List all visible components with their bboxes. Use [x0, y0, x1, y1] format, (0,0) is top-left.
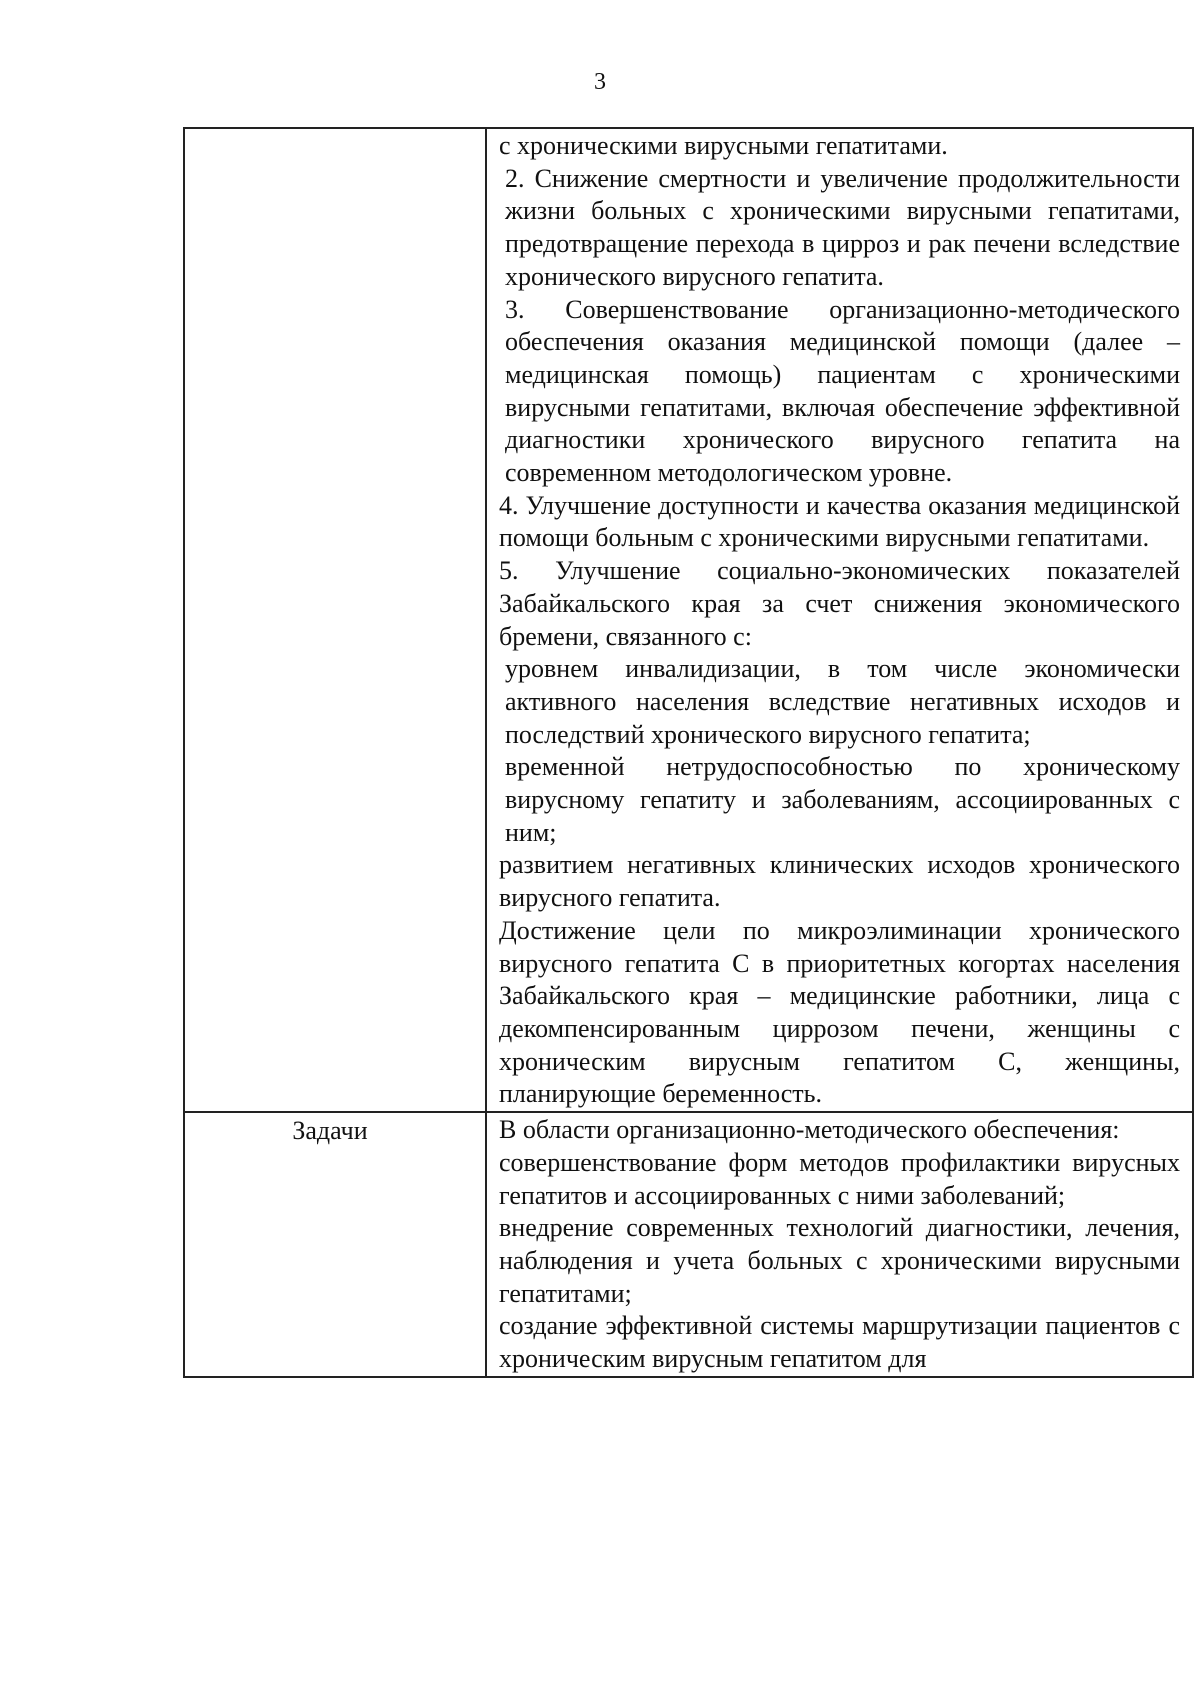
table-row-goals: [184, 128, 1193, 1112]
row-label-cell: [184, 128, 486, 1112]
goal-microelimination: Достижение цели по микроэлиминации хронического вирусного гепатита С в приоритетных когортах населения Забайкальского края – медицинские работники, лица с декомпенсированным циррозом печени, женщины с хроническим вирусным гепатитом С, женщины, планирующие беременность.: [499, 915, 1180, 1109]
goal-subitem-disability: уровнем инвалидизации, в том числе экономически активного населения вследствие негативных исходов и последствий хронического вирусного гепатита;: [505, 654, 1180, 749]
goal-item-2: 2. Снижение смертности и увеличение продолжительности жизни больных с хроническими вирусными гепатитами, предотвращение перехода в цирроз и рак печени вследствие хронического вирусного гепатита.: [505, 163, 1180, 291]
goal-subitem-temporary-disability: временной нетрудоспособностью по хроническому вирусному гепатиту и заболеваниям, ассоциированных с ним;: [505, 752, 1180, 847]
goal-item-5: 5. Улучшение социально-экономических показателей Забайкальского края за счет снижения экономического бремени, связанного с:: [499, 556, 1180, 651]
goal-item-4: 4. Улучшение доступности и качества оказания медицинской помощи больным с хроническими вирусными гепатитами.: [499, 490, 1180, 553]
row-label: [185, 129, 485, 131]
task-heading: В области организационно-методического обеспечения:: [499, 1115, 1120, 1145]
task-item-technologies: внедрение современных технологий диагностики, лечения, наблюдения и учета больных с хроническими вирусными гепатитами;: [499, 1213, 1180, 1308]
row-content-cell: [486, 1112, 1193, 1377]
program-table: [183, 127, 1194, 1378]
goal-subitem-negative-outcomes: развитием негативных клинических исходов хронического вирусного гепатита.: [499, 850, 1180, 913]
row-label-cell: [184, 1112, 486, 1377]
row-content-cell: [486, 128, 1193, 1112]
goal-item-3: 3. Совершенствование организационно-методического обеспечения оказания медицинской помощи (далее – медицинская помощь) пациентам с хроническими вирусными гепатитами, включая обеспечение эффективной диагностики хронического вирусного гепатита на современном методологическом уровне.: [505, 294, 1180, 488]
task-item-routing: создание эффективной системы маршрутизации пациентов с хроническим вирусным гепатитом для: [499, 1311, 1180, 1374]
row-label-tasks: Задачи: [292, 1116, 368, 1146]
goal-continuation: с хроническими вирусными гепатитами.: [499, 131, 948, 160]
page-number: 3: [594, 69, 606, 95]
table-row-tasks: [184, 1112, 1193, 1377]
task-item-prevention: совершенствование форм методов профилактики вирусных гепатитов и ассоциированных с ними заболеваний;: [499, 1147, 1180, 1210]
